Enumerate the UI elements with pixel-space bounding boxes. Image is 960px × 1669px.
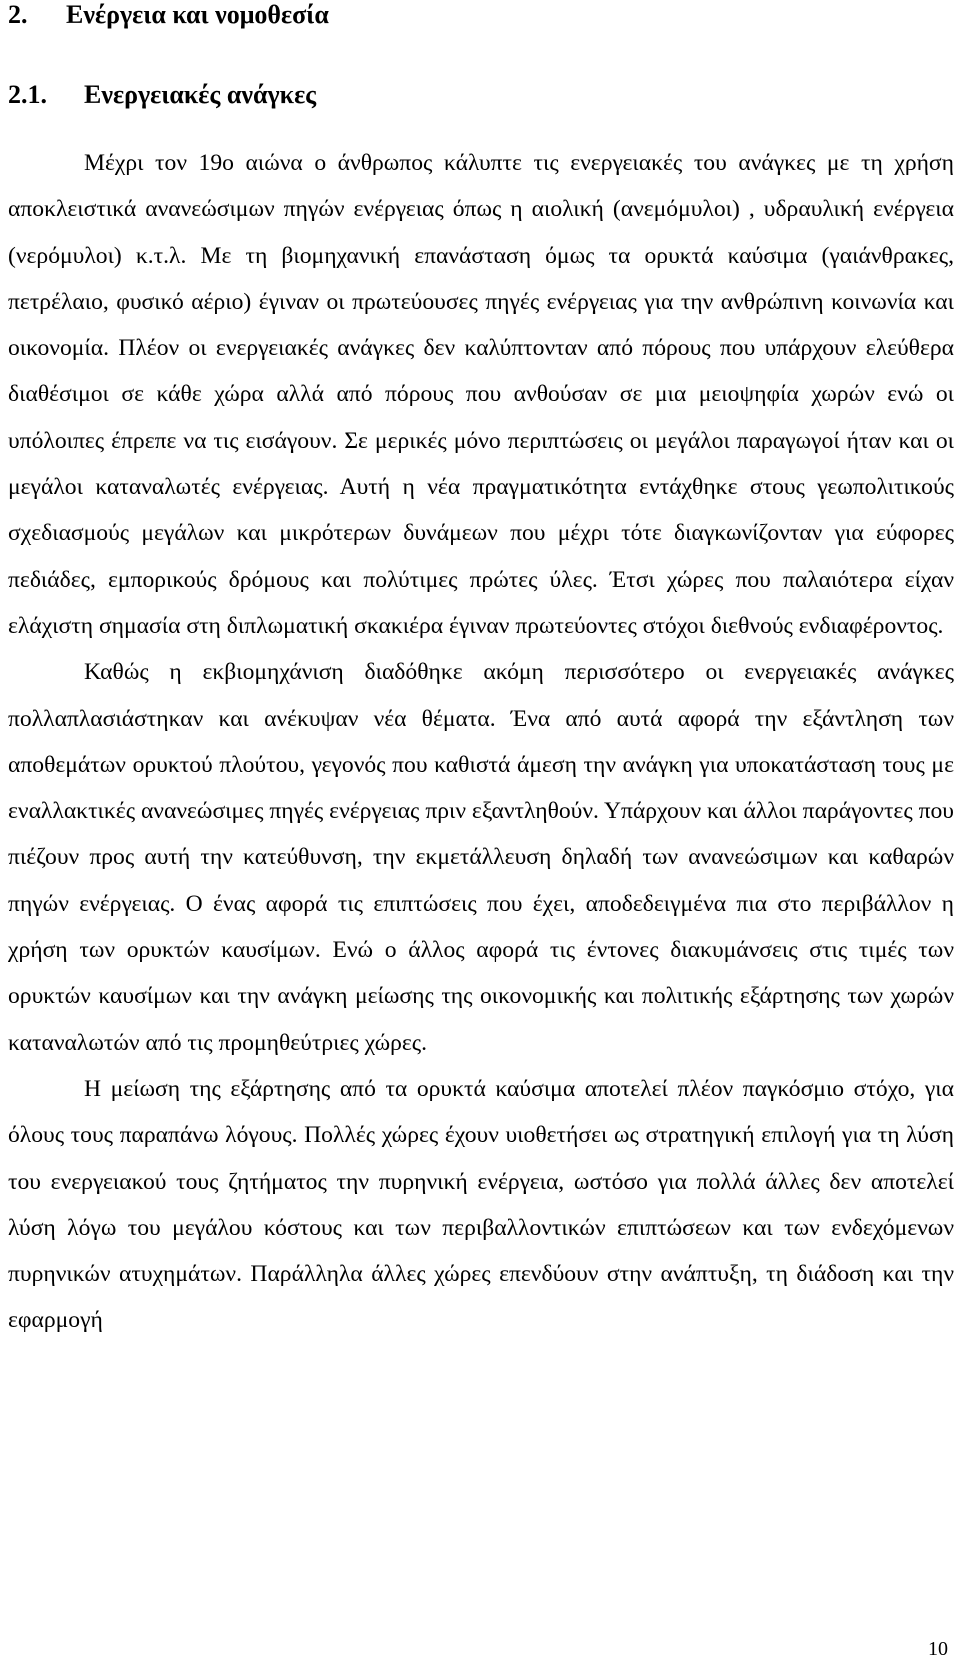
chapter-number: 2.	[8, 0, 28, 29]
page-number: 10	[928, 1638, 948, 1660]
section-title: Ενεργειακές ανάγκες	[84, 80, 317, 109]
paragraph: Καθώς η εκβιομηχάνιση διαδόθηκε ακόμη περισσότερο οι ενεργειακές ανάγκες πολλαπλασιάστηκαν και ανέκυψαν νέα θέματα. Ένα από αυτά αφορά την εξάντληση των αποθεμάτων ορυκτού πλούτου, γεγονός που καθιστά άμεση την ανάγκη για υποκατάσταση τους με εναλλακτικές ανανεώσιμες πηγές ενέργειας πριν εξαντληθούν. Υπάρχουν και άλλοι παράγοντες που πιέζουν προς αυτή την κατεύθυνση, την εκμετάλλευση δηλαδή των ανανεώσιμων και καθαρών πηγών ενέργειας. Ο ένας αφορά τις επιπτώσεις που έχει, αποδεδειγμένα πια στο περιβάλλον η χρήση των ορυκτών καυσίμων. Ενώ ο άλλος αφορά τις έντονες διακυμάνσεις στις τιμές των ορυκτών καυσίμων και την ανάγκη μείωσης της οικονομικής και πολιτικής εξάρτησης των χωρών καταναλωτών από τις προμηθεύτριες χώρες.	[8, 659, 954, 1056]
chapter-heading	[8, 0, 329, 30]
paragraph: Μέχρι τον 19ο αιώνα ο άνθρωπος κάλυπτε τις ενεργειακές του ανάγκες με τη χρήση αποκλειστικά ανανεώσιμων πηγών ενέργειας όπως η αιολική (ανεμόμυλοι) , υδραυλική ενέργεια (νερόμυλοι) κ.τ.λ. Με τη βιομηχανική επανάσταση όμως τα ορυκτά καύσιμα (γαιάνθρακες, πετρέλαιο, φυσικό αέριο) έγιναν οι πρωτεύουσες πηγές ενέργειας για την ανθρώπινη κοινωνία και οικονομία. Πλέον οι ενεργειακές ανάγκες δεν καλύπτονταν από πόρους που υπάρχουν ελεύθερα διαθέσιμοι σε κάθε χώρα αλλά από πόρους που ανθούσαν σε μια μειοψηφία χωρών ενώ οι υπόλοιπες έπρεπε να τις εισάγουν. Σε μερικές μόνο περιπτώσεις οι μεγάλοι παραγωγοί ήταν και οι μεγάλοι καταναλωτές ενέργειας. Αυτή η νέα πραγματικότητα εντάχθηκε στους γεωπολιτικούς σχεδιασμούς μεγάλων και μικρότερων δυνάμεων που μέχρι τότε διαγκωνίζονταν για εύφορες πεδιάδες, εμπορικούς δρόμους και πολύτιμες πρώτες ύλες. Έτσι χώρες που παλαιότερα είχαν ελάχιστη σημασία στη διπλωματική σκακιέρα έγιναν πρωτεύοντες στόχοι διεθνούς ενδιαφέροντος.	[8, 150, 954, 639]
chapter-title: Ενέργεια και νομοθεσία	[66, 0, 329, 29]
section-heading	[8, 80, 316, 110]
body-text	[8, 140, 954, 1344]
section-number: 2.1.	[8, 80, 47, 109]
paragraph: Η μείωση της εξάρτησης από τα ορυκτά καύσιμα αποτελεί πλέον παγκόσμιο στόχο, για όλους τους παραπάνω λόγους. Πολλές χώρες έχουν υιοθετήσει ως στρατηγική επιλογή για τη λύση του ενεργειακού τους ζητήματος την πυρηνική ενέργεια, ωστόσο για πολλά άλλες δεν αποτελεί λύση λόγω του μεγάλου κόστους και των περιβαλλοντικών επιπτώσεων και των ενδεχόμενων πυρηνικών ατυχημάτων. Παράλληλα άλλες χώρες επενδύουν στην ανάπτυξη, τη διάδοση και την εφαρμογή	[8, 1075, 954, 1334]
